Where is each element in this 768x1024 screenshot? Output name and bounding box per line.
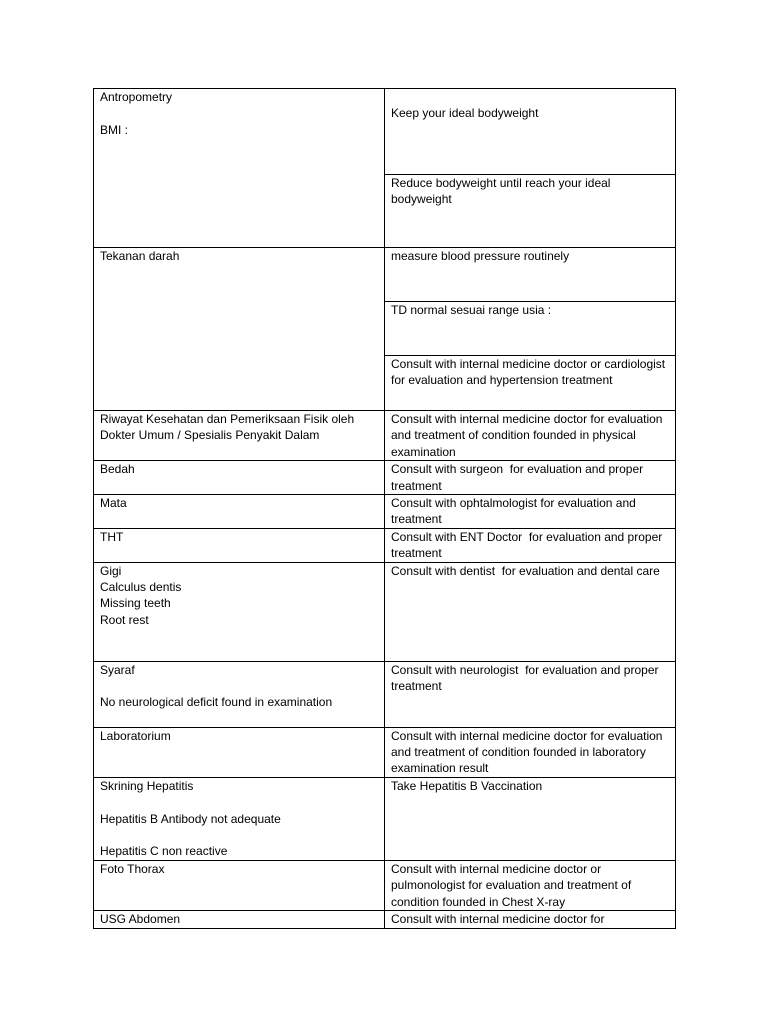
cell-foto-thorax: [94, 860, 385, 910]
finding-text: Missing teeth: [100, 596, 171, 611]
table-row-syaraf: [94, 661, 676, 727]
bmi-label: BMI :: [100, 122, 129, 137]
recommendation-text: Reduce bodyweight until reach your ideal bodyweight: [391, 176, 614, 207]
cell-recommendation: [385, 777, 676, 860]
table-row-usg: [94, 911, 676, 928]
table-row-mata: [94, 495, 676, 529]
finding-text: Hepatitis C non reactive: [100, 844, 228, 859]
row-title: Antropometry: [100, 90, 173, 104]
row-title: Laboratorium: [100, 728, 171, 743]
recommendation-text: Consult with internal medicine doctor or cardiologist for evaluation and hypertension treatment: [391, 357, 669, 388]
recommendation-text: Keep your ideal bodyweight: [391, 106, 539, 120]
recommendation-table: [93, 88, 676, 929]
recommendation-text: Consult with neurologist for evaluation and proper treatment: [391, 662, 662, 694]
cell-recommendation: [385, 860, 676, 910]
cell-mata: [94, 495, 385, 529]
cell-antropometry: [94, 89, 385, 248]
table-row-gigi: [94, 562, 676, 661]
cell-usg: [94, 911, 385, 928]
finding-text: Root rest: [100, 612, 149, 627]
table-row-antropometry: [94, 89, 676, 175]
cell-recommendation: [385, 528, 676, 562]
row-title: THT: [100, 529, 124, 544]
recommendation-text: measure blood pressure routinely: [391, 249, 570, 263]
cell-recommendation: [385, 911, 676, 928]
cell-riwayat: [94, 411, 385, 461]
finding-text: Hepatitis B Antibody not adequate: [100, 811, 281, 826]
cell-laboratorium: [94, 727, 385, 777]
cell-recommendation: [385, 562, 676, 661]
table-row-foto-thorax: [94, 860, 676, 910]
table-row-tekanan-darah: [94, 248, 676, 302]
row-title: Tekanan darah: [100, 249, 180, 263]
recommendation-text: TD normal sesuai range usia :: [391, 303, 552, 317]
recommendation-text: Consult with internal medicine doctor for: [391, 912, 605, 927]
table-row-riwayat: [94, 411, 676, 461]
table-row-tht: [94, 528, 676, 562]
cell-recommendation: [385, 461, 676, 495]
row-title: USG Abdomen: [100, 912, 181, 927]
recommendation-text: Consult with dentist for evaluation and dental care: [391, 563, 660, 578]
cell-recommendation: [385, 727, 676, 777]
row-title: Gigi: [100, 563, 122, 578]
cell-syaraf: [94, 661, 385, 727]
table-row-hepatitis: [94, 777, 676, 860]
cell-recommendation: [385, 356, 676, 411]
cell-tht: [94, 528, 385, 562]
row-title: Mata: [100, 496, 127, 511]
cell-recommendation: [385, 302, 676, 356]
row-title: Bedah: [100, 462, 135, 477]
recommendation-text: Consult with internal medicine doctor for evaluation and treatment of condition founded in physical examination: [391, 412, 666, 459]
cell-recommendation: [385, 411, 676, 461]
cell-gigi: [94, 562, 385, 661]
cell-recommendation: [385, 248, 676, 302]
row-title: Riwayat Kesehatan dan Pemeriksaan Fisik oleh Dokter Umum / Spesialis Penyakit Dalam: [100, 412, 358, 443]
row-title: Skrining Hepatitis: [100, 778, 194, 793]
cell-recommendation: [385, 661, 676, 727]
cell-bedah: [94, 461, 385, 495]
recommendation-text: Take Hepatitis B Vaccination: [391, 778, 543, 793]
cell-recommendation: [385, 495, 676, 529]
finding-text: No neurological deficit found in examination: [100, 695, 333, 710]
recommendation-text: Consult with internal medicine doctor for evaluation and treatment of condition founded in laboratory examination result: [391, 728, 666, 776]
finding-text: Calculus dentis: [100, 580, 182, 595]
cell-tekanan-darah: [94, 248, 385, 411]
cell-recommendation: [385, 89, 676, 175]
recommendation-text: Consult with surgeon for evaluation and proper treatment: [391, 462, 647, 493]
recommendation-text: Consult with ophtalmologist for evaluation and treatment: [391, 496, 640, 527]
recommendation-text: Consult with internal medicine doctor or pulmonologist for evaluation and treatment of condition founded in Chest X-ray: [391, 861, 635, 909]
row-title: Foto Thorax: [100, 861, 165, 876]
cell-recommendation: [385, 175, 676, 248]
table-row-laboratorium: [94, 727, 676, 777]
recommendation-text: Consult with ENT Doctor for evaluation and proper treatment: [391, 529, 666, 561]
cell-hepatitis: [94, 777, 385, 860]
table-row-bedah: [94, 461, 676, 495]
row-title: Syaraf: [100, 662, 135, 677]
